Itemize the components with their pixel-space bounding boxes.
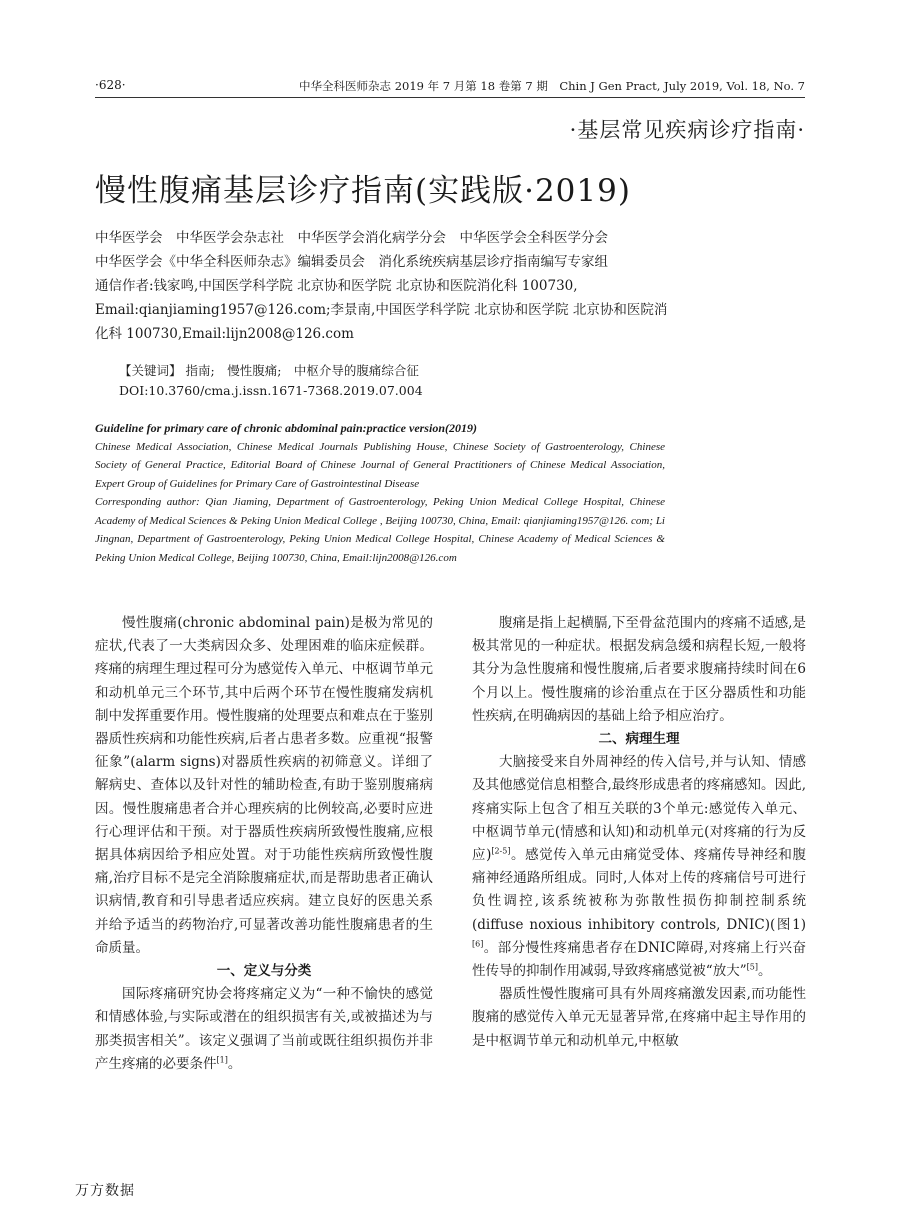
column-name: ·基层常见疾病诊疗指南·: [569, 118, 805, 142]
intro-paragraph: 慢性腹痛(chronic abdominal pain)是极为常见的症状,代表了一大类病因众多、处理困难的临床症候群。疼痛的病理生理过程可分为感觉传入单元、中枢调节单元和动机单元三个环节,其中后两个环节在慢性腹痛发病机制中发挥重要作用。慢性腹痛的处理要点和难点在于鉴别器质性疾病和功能性疾病,后者占患者多数。应重视“报警征象”(alarm signs)对器质性疾病的初筛意义。详细了解病史、查体以及针对性的辅助检查,有助于鉴别腹痛病因。慢性腹痛患者合并心理疾病的比例较高,必要时应进行心理评估和干预。对于器质性疾病所致慢性腹痛,应根据具体病因给予相应处置。对于功能性疾病所致慢性腹痛,治疗目标不是完全消除腹痛症状,而是帮助患者正确认识病情,教育和引导患者适应疾病。建立良好的医患关系并给予适当的药物治疗,可显著改善功能性腹痛患者的生命质量。: [95, 615, 433, 956]
keywords-label: 【关键词】: [119, 363, 182, 378]
doi: DOI:10.3760/cma.j.issn.1671-7368.2019.07.004: [119, 383, 423, 398]
body-column-left: [95, 612, 433, 1076]
journal-header: 中华全科医师杂志 2019 年 7 月第 18 卷第 7 期 Chin J Gen Pract, July 2019, Vol. 18, No. 7: [299, 79, 805, 93]
definition-text: 国际疼痛研究协会将疼痛定义为“一种不愉快的感觉和情感体验,与实际或潜在的组织损害有关,或被描述为与那类损害相关”。该定义强调了当前或既往组织损伤并非产生疼痛的必要条件: [95, 986, 433, 1072]
header-divider: [95, 97, 805, 98]
citation-ref: [6]: [472, 939, 484, 949]
english-correspondence: Corresponding author: Qian Jiaming, Department of Gastroenterology, Peking Union Medical College Hospital, Chinese Academy of Medical Sciences & Peking Union Medical College , Beijing 100730, China, Email: qianjiaming1957@126. com; Li Jingnan, Department of Gastroenterology, Peking Union Medical College Hospital, Chinese Academy of Medical Sciences & Peking Union Medical College, Beijing 100730, China, Email:lijn2008@126.com: [95, 496, 665, 564]
definition-paragraph: [95, 983, 433, 1076]
pathophysiology-text-a: 大脑接受来自外周神经的传入信号,并与认知、情感及其他感觉信息相整合,最终形成患者的疼痛感知。因此,疼痛实际上包含了相互关联的3个单元:感觉传入单元、中枢调节单元(情感和认知)和动机单元(对疼痛的行为反应): [472, 754, 806, 864]
english-abstract-block: [95, 419, 665, 567]
pathophysiology-text-b: 。感觉传入单元由痛觉受体、疼痛传导神经和腹痛神经通路所组成。同时,人体对上传的疼痛信号可进行负性调控,该系统被称为弥散性损伤抑制控制系统(diffuse noxious inhibitory controls, DNIC)(图1): [472, 847, 806, 933]
authors-line-2: 中华医学会《中华全科医师杂志》编辑委员会 消化系统疾病基层诊疗指南编写专家组: [95, 254, 608, 270]
citation-ref: [1]: [216, 1055, 228, 1065]
citation-ref: [2-5]: [491, 846, 511, 856]
article-title: 慢性腹痛基层诊疗指南(实践版·2019): [95, 173, 631, 209]
citation-ref: [5]: [746, 962, 758, 972]
section-heading-pathophysiology: 二、病理生理: [598, 731, 680, 748]
keywords-block: [119, 361, 679, 401]
english-authors: Chinese Medical Association, Chinese Medical Journals Publishing House, Chinese Society of Gastroenterology, Chinese Society of General Practice, Editorial Board of Chinese Journal of General Practitioners of Chinese Medical Association, Expert Group of Guidelines for Primary Care of Gastrointestinal Disease: [95, 440, 665, 490]
footer-brand: 万方数据: [75, 1183, 135, 1199]
page-number: ·628·: [95, 78, 126, 92]
section-heading-definition: 一、定义与分类: [216, 963, 312, 980]
pathophysiology-text-d: 。: [757, 963, 772, 980]
definition-text-end: 。: [227, 1055, 242, 1072]
body-column-right: [472, 612, 806, 1053]
authors-line-1: 中华医学会 中华医学会杂志社 中华医学会消化病学分会 中华医学会全科医学分会: [95, 230, 608, 246]
organic-pain-paragraph: 器质性慢性腹痛可具有外周疼痛激发因素,而功能性腹痛的感觉传入单元无显著异常,在疼痛中起主导作用的是中枢调节单元和动机单元,中枢敏: [472, 986, 806, 1049]
pathophysiology-paragraph: [472, 751, 806, 983]
correspondence: 通信作者:钱家鸣,中国医学科学院 北京协和医学院 北京协和医院消化科 100730, Email:qianjiaming1957@126.com;李景南,中国医学科学院 北京协和医学院 北京协和医院消化科 100730,Email:lijn2008@126.com: [95, 278, 668, 342]
author-block: [95, 226, 670, 346]
abdominal-pain-paragraph: 腹痛是指上起横膈,下至骨盆范围内的疼痛不适感,是极其常见的一种症状。根据发病急缓和病程长短,一般将其分为急性腹痛和慢性腹痛,后者要求腹痛持续时间在6个月以上。慢性腹痛的诊治重点在于区分器质性和功能性疾病,在明确病因的基础上给予相应治疗。: [472, 615, 806, 724]
keywords-line: [119, 361, 679, 381]
pathophysiology-text-c: 。部分慢性疼痛患者存在DNIC障碍,对疼痛上行兴奋性传导的抑制作用减弱,导致疼痛感觉被“放大”: [472, 939, 806, 980]
english-title: Guideline for primary care of chronic abdominal pain:practice version(2019): [95, 421, 477, 435]
keywords-text: 指南; 慢性腹痛; 中枢介导的腹痛综合征: [181, 363, 419, 378]
